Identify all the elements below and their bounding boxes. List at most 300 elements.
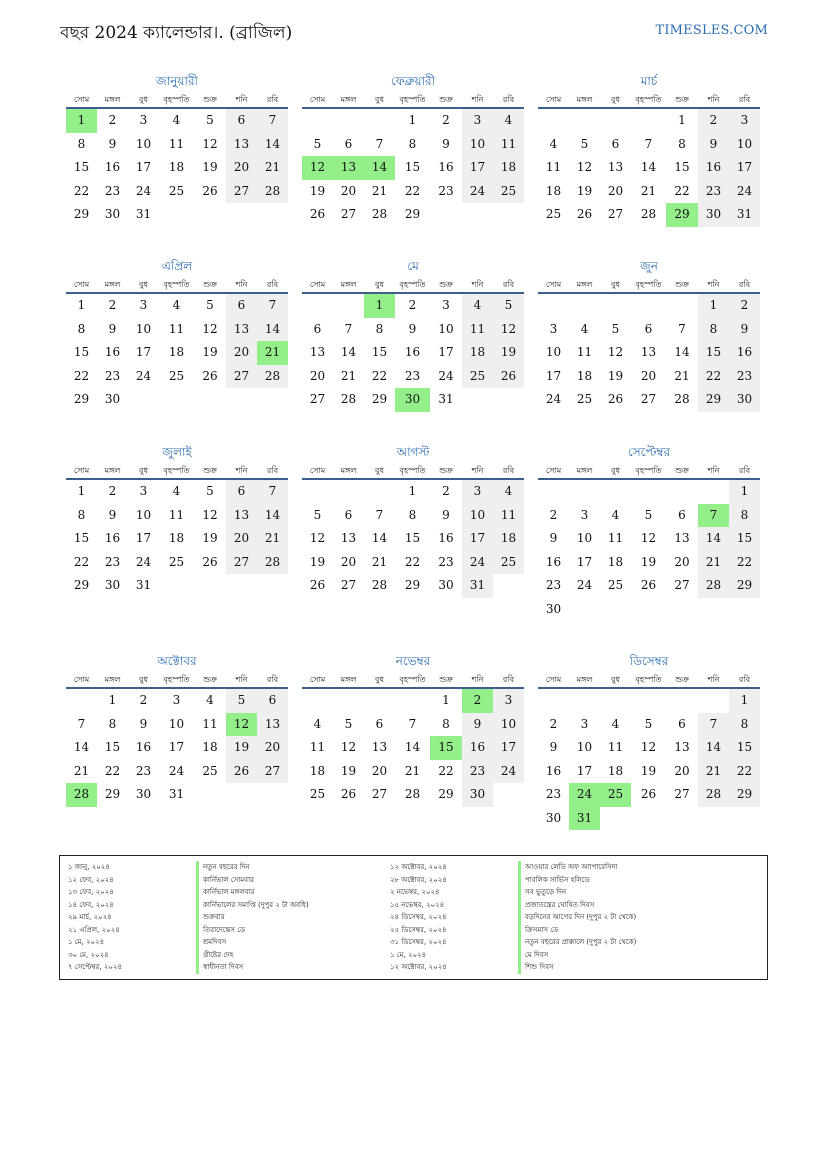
day-cell[interactable]: 28 [371, 578, 388, 592]
day-cell[interactable]: 15 [73, 345, 90, 359]
day-cell[interactable]: 3 [729, 109, 760, 133]
day-cell[interactable]: 1 [729, 689, 760, 713]
day-cell[interactable]: 25 [168, 183, 185, 198]
day-cell[interactable]: 22 [104, 763, 121, 778]
day-cell[interactable]: 18 [607, 554, 624, 569]
day-cell[interactable]: 2 [549, 507, 558, 522]
day-cell[interactable]: 6 [257, 689, 288, 713]
day-cell[interactable]: 14 [674, 345, 690, 359]
holiday-day-cell[interactable]: 15 [430, 736, 462, 760]
day-cell[interactable]: 14 [371, 531, 388, 545]
holiday-day-cell[interactable]: 1 [364, 294, 395, 318]
day-cell[interactable]: 3 [549, 321, 558, 336]
holiday-day-cell[interactable]: 24 [569, 783, 600, 807]
day-cell[interactable]: 24 [168, 763, 185, 778]
day-cell[interactable]: 10 [135, 136, 152, 151]
day-cell[interactable]: 30 [104, 207, 121, 221]
day-cell[interactable]: 12 [607, 345, 624, 359]
day-cell[interactable]: 22 [438, 763, 454, 778]
day-cell[interactable]: 8 [108, 716, 117, 731]
day-cell[interactable]: 26 [607, 392, 624, 406]
day-cell[interactable]: 28 [698, 574, 729, 598]
day-cell[interactable]: 26 [202, 183, 218, 198]
day-cell[interactable]: 26 [202, 368, 218, 383]
day-cell[interactable]: 31 [135, 578, 152, 592]
day-cell[interactable]: 1 [698, 294, 729, 318]
day-cell[interactable]: 26 [226, 760, 257, 784]
day-cell[interactable]: 27 [257, 760, 288, 784]
day-cell[interactable]: 24 [729, 180, 760, 204]
day-cell[interactable]: 12 [202, 321, 218, 336]
day-cell[interactable]: 13 [607, 160, 624, 174]
day-cell[interactable]: 18 [576, 368, 593, 383]
day-cell[interactable]: 29 [104, 787, 121, 801]
day-cell[interactable]: 16 [729, 341, 760, 365]
day-cell[interactable]: 21 [674, 368, 690, 383]
day-cell[interactable]: 6 [344, 136, 353, 151]
day-cell[interactable]: 16 [104, 531, 121, 545]
day-cell[interactable]: 17 [493, 736, 524, 760]
day-cell[interactable]: 18 [168, 160, 185, 174]
day-cell[interactable]: 15 [674, 160, 690, 174]
day-cell[interactable]: 22 [674, 183, 690, 198]
day-cell[interactable]: 15 [404, 160, 421, 174]
day-cell[interactable]: 12 [640, 531, 657, 545]
day-cell[interactable]: 27 [340, 578, 357, 592]
day-cell[interactable]: 4 [611, 507, 620, 522]
day-cell[interactable]: 17 [729, 156, 760, 180]
day-cell[interactable]: 2 [108, 298, 117, 312]
day-cell[interactable]: 1 [442, 693, 450, 707]
day-cell[interactable]: 20 [226, 156, 257, 180]
day-cell[interactable]: 23 [462, 760, 493, 784]
day-cell[interactable]: 22 [404, 183, 421, 198]
day-cell[interactable]: 17 [135, 160, 152, 174]
day-cell[interactable]: 29 [729, 574, 760, 598]
day-cell[interactable]: 19 [640, 763, 657, 778]
day-cell[interactable]: 4 [493, 480, 524, 504]
day-cell[interactable]: 20 [674, 763, 690, 778]
day-cell[interactable]: 11 [202, 716, 218, 731]
day-cell[interactable]: 4 [611, 716, 620, 731]
day-cell[interactable]: 11 [493, 133, 524, 157]
day-cell[interactable]: 10 [135, 321, 152, 336]
day-cell[interactable]: 18 [202, 740, 218, 754]
day-cell[interactable]: 16 [404, 345, 421, 359]
day-cell[interactable]: 8 [77, 507, 86, 522]
day-cell[interactable]: 7 [408, 716, 417, 731]
day-cell[interactable]: 22 [404, 554, 421, 569]
day-cell[interactable]: 26 [640, 787, 657, 801]
day-cell[interactable]: 9 [729, 318, 760, 342]
day-cell[interactable]: 10 [462, 504, 493, 528]
day-cell[interactable]: 24 [462, 551, 493, 575]
day-cell[interactable]: 7 [257, 294, 288, 318]
day-cell[interactable]: 20 [340, 554, 357, 569]
day-cell[interactable]: 21 [698, 551, 729, 575]
day-cell[interactable]: 10 [493, 713, 524, 737]
day-cell[interactable]: 4 [206, 693, 214, 707]
day-cell[interactable]: 29 [73, 578, 90, 592]
holiday-day-cell[interactable]: 29 [666, 203, 698, 227]
day-cell[interactable]: 19 [202, 531, 218, 545]
day-cell[interactable]: 28 [257, 365, 288, 389]
day-cell[interactable]: 29 [438, 787, 454, 801]
day-cell[interactable]: 23 [104, 183, 121, 198]
holiday-day-cell[interactable]: 12 [226, 713, 257, 737]
day-cell[interactable]: 16 [104, 160, 121, 174]
day-cell[interactable]: 12 [309, 531, 326, 545]
day-cell[interactable]: 19 [640, 554, 657, 569]
day-cell[interactable]: 8 [408, 136, 417, 151]
day-cell[interactable]: 20 [640, 368, 657, 383]
day-cell[interactable]: 10 [438, 321, 454, 336]
day-cell[interactable]: 4 [172, 298, 181, 312]
day-cell[interactable]: 31 [168, 787, 185, 801]
day-cell[interactable]: 4 [172, 113, 181, 127]
day-cell[interactable]: 29 [729, 783, 760, 807]
day-cell[interactable]: 2 [442, 113, 450, 127]
day-cell[interactable]: 31 [729, 203, 760, 227]
day-cell[interactable]: 2 [108, 113, 117, 127]
day-cell[interactable]: 19 [202, 345, 218, 359]
day-cell[interactable]: 6 [678, 507, 686, 522]
day-cell[interactable]: 12 [640, 740, 657, 754]
day-cell[interactable]: 17 [576, 763, 593, 778]
day-cell[interactable]: 2 [408, 298, 417, 312]
day-cell[interactable]: 28 [698, 783, 729, 807]
day-cell[interactable]: 9 [108, 136, 117, 151]
holiday-day-cell[interactable]: 2 [462, 689, 493, 713]
day-cell[interactable]: 18 [309, 763, 326, 778]
day-cell[interactable]: 30 [729, 388, 760, 412]
day-cell[interactable]: 12 [202, 507, 218, 522]
day-cell[interactable]: 8 [77, 136, 86, 151]
day-cell[interactable]: 1 [408, 113, 417, 127]
day-cell[interactable]: 17 [545, 368, 562, 383]
day-cell[interactable]: 19 [607, 368, 624, 383]
day-cell[interactable]: 8 [442, 716, 450, 731]
day-cell[interactable]: 6 [375, 716, 384, 731]
day-cell[interactable]: 3 [493, 689, 524, 713]
day-cell[interactable]: 26 [202, 554, 218, 569]
day-cell[interactable]: 19 [226, 736, 257, 760]
day-cell[interactable]: 22 [73, 554, 90, 569]
day-cell[interactable]: 4 [313, 716, 322, 731]
holiday-day-cell[interactable]: 7 [698, 504, 729, 528]
day-cell[interactable]: 14 [73, 740, 90, 754]
day-cell[interactable]: 14 [404, 740, 421, 754]
day-cell[interactable]: 21 [371, 554, 388, 569]
day-cell[interactable]: 15 [729, 736, 760, 760]
day-cell[interactable]: 26 [576, 207, 593, 221]
day-cell[interactable]: 6 [313, 321, 322, 336]
day-cell[interactable]: 16 [545, 554, 562, 569]
day-cell[interactable]: 1 [408, 484, 417, 498]
day-cell[interactable]: 15 [371, 345, 388, 359]
day-cell[interactable]: 16 [104, 345, 121, 359]
day-cell[interactable]: 8 [375, 321, 384, 336]
day-cell[interactable]: 11 [545, 160, 562, 174]
day-cell[interactable]: 6 [226, 480, 257, 504]
day-cell[interactable]: 30 [104, 578, 121, 592]
day-cell[interactable]: 13 [226, 504, 257, 528]
day-cell[interactable]: 7 [257, 109, 288, 133]
day-cell[interactable]: 17 [135, 345, 152, 359]
day-cell[interactable]: 7 [698, 713, 729, 737]
day-cell[interactable]: 12 [202, 136, 218, 151]
day-cell[interactable]: 10 [462, 133, 493, 157]
day-cell[interactable]: 28 [257, 551, 288, 575]
day-cell[interactable]: 21 [371, 183, 388, 198]
day-cell[interactable]: 21 [73, 763, 90, 778]
day-cell[interactable]: 19 [576, 183, 593, 198]
day-cell[interactable]: 2 [698, 109, 729, 133]
day-cell[interactable]: 7 [678, 321, 686, 336]
day-cell[interactable]: 24 [438, 368, 454, 383]
day-cell[interactable]: 23 [729, 365, 760, 389]
day-cell[interactable]: 27 [640, 392, 657, 406]
day-cell[interactable]: 14 [257, 133, 288, 157]
day-cell[interactable]: 3 [139, 113, 148, 127]
day-cell[interactable]: 11 [168, 136, 185, 151]
day-cell[interactable]: 14 [640, 160, 657, 174]
day-cell[interactable]: 3 [172, 693, 181, 707]
day-cell[interactable]: 9 [139, 716, 148, 731]
day-cell[interactable]: 14 [340, 345, 357, 359]
day-cell[interactable]: 30 [462, 783, 493, 807]
day-cell[interactable]: 5 [206, 484, 214, 498]
day-cell[interactable]: 27 [674, 578, 690, 592]
day-cell[interactable]: 22 [73, 368, 90, 383]
day-cell[interactable]: 25 [545, 207, 562, 221]
day-cell[interactable]: 6 [678, 716, 686, 731]
day-cell[interactable]: 20 [226, 341, 257, 365]
day-cell[interactable]: 28 [257, 180, 288, 204]
day-cell[interactable]: 23 [438, 554, 454, 569]
day-cell[interactable]: 16 [135, 740, 152, 754]
day-cell[interactable]: 30 [135, 787, 152, 801]
day-cell[interactable]: 4 [493, 109, 524, 133]
day-cell[interactable]: 26 [309, 207, 326, 221]
day-cell[interactable]: 21 [698, 760, 729, 784]
holiday-day-cell[interactable]: 21 [257, 341, 288, 365]
day-cell[interactable]: 20 [257, 736, 288, 760]
day-cell[interactable]: 23 [545, 787, 562, 801]
day-cell[interactable]: 23 [135, 763, 152, 778]
day-cell[interactable]: 29 [404, 578, 421, 592]
day-cell[interactable]: 13 [674, 740, 690, 754]
day-cell[interactable]: 28 [674, 392, 690, 406]
day-cell[interactable]: 28 [371, 207, 388, 221]
day-cell[interactable]: 13 [340, 531, 357, 545]
day-cell[interactable]: 22 [698, 365, 729, 389]
day-cell[interactable]: 22 [729, 551, 760, 575]
day-cell[interactable]: 29 [73, 207, 90, 221]
day-cell[interactable]: 11 [576, 345, 593, 359]
day-cell[interactable]: 23 [404, 368, 421, 383]
day-cell[interactable]: 30 [438, 578, 454, 592]
day-cell[interactable]: 2 [549, 716, 558, 731]
day-cell[interactable]: 14 [257, 318, 288, 342]
day-cell[interactable]: 31 [438, 392, 454, 406]
day-cell[interactable]: 24 [545, 392, 562, 406]
day-cell[interactable]: 12 [493, 318, 524, 342]
day-cell[interactable]: 24 [135, 554, 152, 569]
day-cell[interactable]: 29 [698, 388, 729, 412]
day-cell[interactable]: 27 [674, 787, 690, 801]
day-cell[interactable]: 23 [104, 554, 121, 569]
day-cell[interactable]: 13 [257, 713, 288, 737]
day-cell[interactable]: 25 [576, 392, 593, 406]
day-cell[interactable]: 5 [313, 507, 322, 522]
day-cell[interactable]: 13 [226, 318, 257, 342]
day-cell[interactable]: 9 [108, 321, 117, 336]
holiday-day-cell[interactable]: 12 [302, 156, 333, 180]
day-cell[interactable]: 17 [576, 554, 593, 569]
day-cell[interactable]: 27 [340, 207, 357, 221]
day-cell[interactable]: 18 [168, 531, 185, 545]
day-cell[interactable]: 16 [545, 763, 562, 778]
day-cell[interactable]: 8 [729, 713, 760, 737]
day-cell[interactable]: 17 [168, 740, 185, 754]
day-cell[interactable]: 6 [611, 136, 620, 151]
day-cell[interactable]: 14 [698, 527, 729, 551]
day-cell[interactable]: 8 [678, 136, 686, 151]
day-cell[interactable]: 7 [644, 136, 653, 151]
day-cell[interactable]: 15 [73, 160, 90, 174]
day-cell[interactable]: 4 [462, 294, 493, 318]
day-cell[interactable]: 29 [73, 392, 90, 406]
day-cell[interactable]: 25 [309, 787, 326, 801]
day-cell[interactable]: 24 [135, 183, 152, 198]
day-cell[interactable]: 19 [309, 554, 326, 569]
day-cell[interactable]: 13 [309, 345, 326, 359]
day-cell[interactable]: 11 [309, 740, 326, 754]
day-cell[interactable]: 3 [580, 716, 589, 731]
day-cell[interactable]: 7 [77, 716, 86, 731]
day-cell[interactable]: 4 [172, 484, 181, 498]
day-cell[interactable]: 14 [698, 736, 729, 760]
day-cell[interactable]: 9 [108, 507, 117, 522]
day-cell[interactable]: 5 [206, 113, 214, 127]
day-cell[interactable]: 11 [493, 504, 524, 528]
day-cell[interactable]: 3 [139, 298, 148, 312]
day-cell[interactable]: 20 [226, 527, 257, 551]
day-cell[interactable]: 5 [611, 321, 620, 336]
day-cell[interactable]: 17 [438, 345, 454, 359]
holiday-day-cell[interactable]: 14 [364, 156, 395, 180]
day-cell[interactable]: 14 [257, 504, 288, 528]
holiday-day-cell[interactable]: 28 [66, 783, 97, 807]
day-cell[interactable]: 16 [438, 531, 454, 545]
day-cell[interactable]: 31 [462, 574, 493, 598]
holiday-day-cell[interactable]: 1 [66, 109, 97, 133]
day-cell[interactable]: 11 [607, 531, 624, 545]
day-cell[interactable]: 20 [309, 368, 326, 383]
day-cell[interactable]: 31 [135, 207, 152, 221]
day-cell[interactable]: 25 [168, 368, 185, 383]
day-cell[interactable]: 15 [104, 740, 121, 754]
day-cell[interactable]: 22 [371, 368, 388, 383]
day-cell[interactable]: 20 [607, 183, 624, 198]
day-cell[interactable]: 15 [73, 531, 90, 545]
day-cell[interactable]: 10 [168, 716, 185, 731]
day-cell[interactable]: 25 [493, 180, 524, 204]
day-cell[interactable]: 23 [698, 180, 729, 204]
day-cell[interactable]: 25 [607, 578, 624, 592]
day-cell[interactable]: 7 [257, 480, 288, 504]
day-cell[interactable]: 12 [576, 160, 593, 174]
day-cell[interactable]: 15 [404, 531, 421, 545]
day-cell[interactable]: 9 [408, 321, 417, 336]
day-cell[interactable]: 27 [309, 392, 326, 406]
day-cell[interactable]: 5 [493, 294, 524, 318]
day-cell[interactable]: 9 [698, 133, 729, 157]
day-cell[interactable]: 4 [580, 321, 589, 336]
day-cell[interactable]: 22 [729, 760, 760, 784]
day-cell[interactable]: 27 [226, 365, 257, 389]
holiday-day-cell[interactable]: 30 [395, 388, 430, 412]
day-cell[interactable]: 13 [640, 345, 657, 359]
day-cell[interactable]: 19 [340, 763, 357, 778]
day-cell[interactable]: 24 [462, 180, 493, 204]
day-cell[interactable]: 5 [226, 689, 257, 713]
day-cell[interactable]: 24 [493, 760, 524, 784]
day-cell[interactable]: 26 [340, 787, 357, 801]
day-cell[interactable]: 1 [77, 484, 86, 498]
day-cell[interactable]: 2 [139, 693, 148, 707]
day-cell[interactable]: 27 [371, 787, 388, 801]
day-cell[interactable]: 5 [313, 136, 322, 151]
day-cell[interactable]: 30 [104, 392, 121, 406]
day-cell[interactable]: 30 [545, 601, 562, 616]
day-cell[interactable]: 19 [202, 160, 218, 174]
day-cell[interactable]: 6 [226, 109, 257, 133]
day-cell[interactable]: 22 [73, 183, 90, 198]
day-cell[interactable]: 4 [549, 136, 558, 151]
day-cell[interactable]: 26 [309, 578, 326, 592]
day-cell[interactable]: 25 [462, 365, 493, 389]
day-cell[interactable]: 11 [168, 507, 185, 522]
day-cell[interactable]: 19 [493, 341, 524, 365]
day-cell[interactable]: 1 [678, 113, 686, 127]
day-cell[interactable]: 5 [206, 298, 214, 312]
day-cell[interactable]: 3 [462, 109, 493, 133]
day-cell[interactable]: 11 [607, 740, 624, 754]
day-cell[interactable]: 24 [576, 578, 593, 592]
day-cell[interactable]: 7 [344, 321, 353, 336]
day-cell[interactable]: 18 [607, 763, 624, 778]
day-cell[interactable]: 10 [576, 740, 593, 754]
day-cell[interactable]: 27 [607, 207, 624, 221]
day-cell[interactable]: 23 [104, 368, 121, 383]
day-cell[interactable]: 29 [404, 207, 421, 221]
day-cell[interactable]: 18 [493, 156, 524, 180]
day-cell[interactable]: 1 [729, 480, 760, 504]
day-cell[interactable]: 16 [698, 156, 729, 180]
day-cell[interactable]: 27 [226, 551, 257, 575]
day-cell[interactable]: 1 [108, 693, 117, 707]
day-cell[interactable]: 24 [135, 368, 152, 383]
day-cell[interactable]: 20 [371, 763, 388, 778]
day-cell[interactable]: 9 [462, 713, 493, 737]
day-cell[interactable]: 18 [493, 527, 524, 551]
day-cell[interactable]: 21 [257, 527, 288, 551]
day-cell[interactable]: 3 [442, 298, 450, 312]
day-cell[interactable]: 18 [545, 183, 562, 198]
day-cell[interactable]: 17 [135, 531, 152, 545]
